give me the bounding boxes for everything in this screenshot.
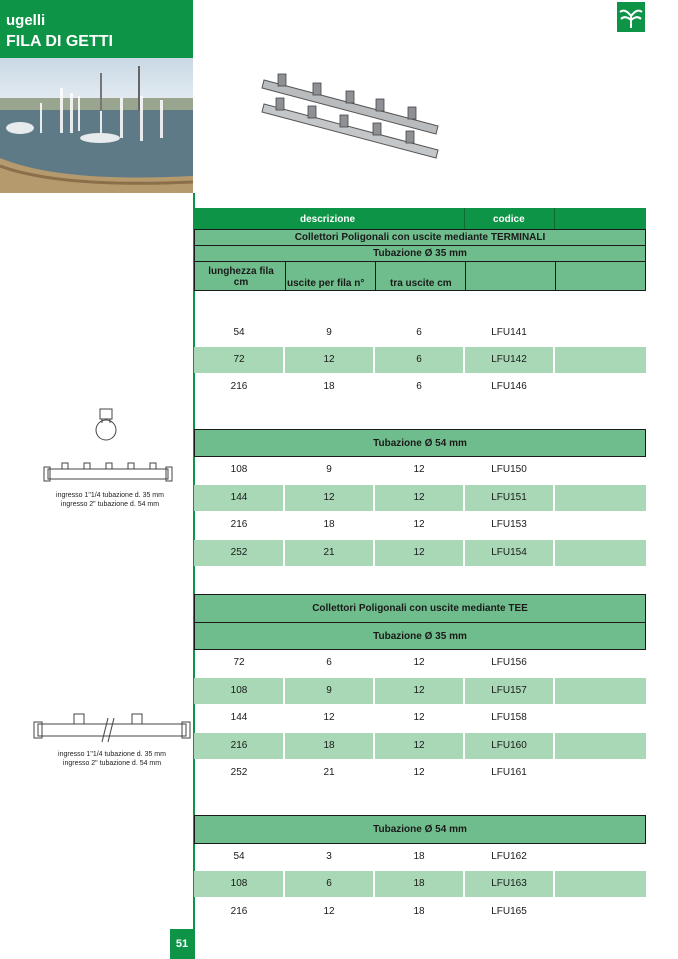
table-row (194, 650, 646, 676)
column-header-descrizione: descrizione (300, 214, 356, 225)
manifold-diagram-terminali (40, 405, 180, 490)
cell-uscite: 6 (326, 878, 332, 889)
cell-uscite: 18 (323, 381, 335, 392)
cell-uscite: 18 (323, 740, 335, 751)
table-row (194, 347, 646, 373)
page-number: 51 (170, 929, 194, 959)
section2-title: Collettori Poligonali con uscite mediante TEE (194, 594, 646, 623)
table-row (194, 844, 646, 870)
cell-codice: LFU154 (491, 547, 527, 558)
cell-lunghezza: 144 (230, 712, 248, 723)
header-title: FILA DI GETTI (6, 33, 113, 50)
cell-tra-uscite: 12 (413, 740, 425, 751)
cell-lunghezza: 216 (230, 519, 248, 530)
section1-tube35: Tubazione Ø 35 mm (194, 245, 646, 262)
table-row (194, 374, 646, 400)
diagram1-caption-54: ingresso 2" tubazione d. 54 mm (60, 501, 160, 508)
cell-lunghezza: 252 (230, 767, 248, 778)
table-row (194, 512, 646, 538)
manifold-diagram-tee (32, 708, 192, 750)
section1-tube54: Tubazione Ø 54 mm (194, 429, 646, 457)
diagram2-caption-54: ingresso 2" tubazione d. 54 mm (62, 760, 162, 767)
cell-uscite: 9 (326, 464, 332, 475)
table-row (194, 678, 646, 704)
brand-logo (617, 2, 645, 32)
cell-tra-uscite: 18 (413, 851, 425, 862)
cell-tra-uscite: 6 (416, 381, 422, 392)
table-row (194, 485, 646, 511)
column-header-uscite: uscite per fila n° (287, 278, 365, 289)
fountain-photo (0, 58, 193, 193)
cell-lunghezza: 252 (230, 547, 248, 558)
cell-codice: LFU162 (491, 851, 527, 862)
cell-tra-uscite: 12 (413, 685, 425, 696)
cell-lunghezza: 216 (230, 381, 248, 392)
cell-tra-uscite: 18 (413, 878, 425, 889)
cell-uscite: 12 (323, 906, 335, 917)
table-row (194, 733, 646, 759)
cell-uscite: 9 (326, 327, 332, 338)
section1-title: Collettori Poligonali con uscite mediante TERMINALI (194, 229, 646, 246)
column-header-lunghezza: lunghezza fila cm (208, 266, 274, 288)
cell-tra-uscite: 12 (413, 492, 425, 503)
cell-codice: LFU163 (491, 878, 527, 889)
cell-codice: LFU160 (491, 740, 527, 751)
cell-uscite: 21 (323, 547, 335, 558)
table-row (194, 871, 646, 897)
cell-codice: LFU161 (491, 767, 527, 778)
cell-tra-uscite: 6 (416, 327, 422, 338)
cell-codice: LFU151 (491, 492, 527, 503)
cell-tra-uscite: 12 (413, 547, 425, 558)
cell-tra-uscite: 12 (413, 767, 425, 778)
cell-uscite: 9 (326, 685, 332, 696)
cell-uscite: 12 (323, 712, 335, 723)
cell-uscite: 12 (323, 492, 335, 503)
table-row (194, 540, 646, 566)
cell-codice: LFU165 (491, 906, 527, 917)
cell-uscite: 6 (326, 657, 332, 668)
table-row (194, 457, 646, 483)
cell-uscite: 12 (323, 354, 335, 365)
diagram1-caption-35: ingresso 1"1/4 tubazione d. 35 mm (56, 492, 164, 499)
cell-uscite: 3 (326, 851, 332, 862)
table-row (194, 760, 646, 786)
header-category: ugelli (6, 12, 46, 29)
cell-uscite: 21 (323, 767, 335, 778)
diagram2-caption-35: ingresso 1"1/4 tubazione d. 35 mm (58, 751, 166, 758)
cell-codice: LFU157 (491, 685, 527, 696)
section2-tube54: Tubazione Ø 54 mm (194, 815, 646, 844)
cell-lunghezza: 72 (233, 354, 245, 365)
cell-lunghezza: 108 (230, 464, 248, 475)
cell-tra-uscite: 12 (413, 712, 425, 723)
cell-lunghezza: 54 (233, 851, 245, 862)
cell-tra-uscite: 12 (413, 519, 425, 530)
cell-lunghezza: 72 (233, 657, 245, 668)
cell-uscite: 18 (323, 519, 335, 530)
cell-codice: LFU150 (491, 464, 527, 475)
cell-codice: LFU142 (491, 354, 527, 365)
cell-codice: LFU153 (491, 519, 527, 530)
table-header-row (194, 208, 646, 230)
cell-codice: LFU141 (491, 327, 527, 338)
cell-tra-uscite: 6 (416, 354, 422, 365)
cell-lunghezza: 54 (233, 327, 245, 338)
column-header-tra: tra uscite cm (390, 278, 452, 289)
manifold-product-photo (258, 68, 443, 163)
cell-tra-uscite: 12 (413, 464, 425, 475)
cell-codice: LFU156 (491, 657, 527, 668)
cell-lunghezza: 216 (230, 740, 248, 751)
cell-lunghezza: 108 (230, 878, 248, 889)
section1-column-headers (194, 261, 646, 291)
section-header (0, 0, 193, 58)
table-row (194, 320, 646, 346)
table-row (194, 899, 646, 925)
cell-lunghezza: 144 (230, 492, 248, 503)
section2-tube35: Tubazione Ø 35 mm (194, 622, 646, 650)
cell-tra-uscite: 12 (413, 657, 425, 668)
cell-lunghezza: 216 (230, 906, 248, 917)
cell-codice: LFU146 (491, 381, 527, 392)
cell-lunghezza: 108 (230, 685, 248, 696)
cell-codice: LFU158 (491, 712, 527, 723)
table-row (194, 705, 646, 731)
cell-tra-uscite: 18 (413, 906, 425, 917)
column-header-codice: codice (493, 214, 525, 225)
